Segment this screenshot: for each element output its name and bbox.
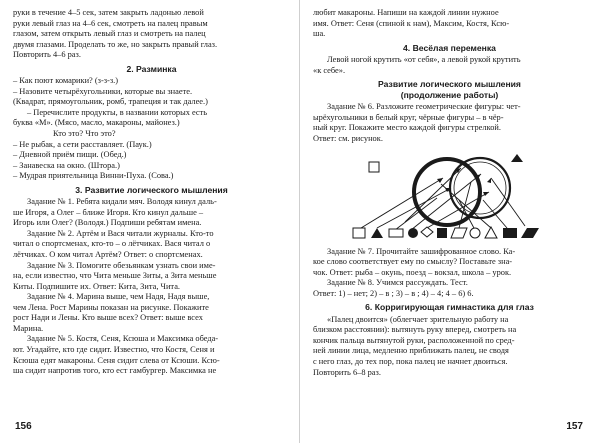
text-line: лётчиках. О ком читал Артём? Ответ: о спортсменах. [13,250,203,260]
text-line: имя. Ответ: Сеня (спиной к нам), Максим, Костя, Ксю- [313,18,510,28]
text-line: – Назовите четырёхугольники, которые вы знаете. [13,86,193,96]
text-line: – Не рыбак, а сети расставляет. (Паук.) [13,139,152,149]
text-line: ырёхугольники в белый круг, чёрные фигуры – в чёр- [313,112,504,122]
black-trapezoid [521,228,539,238]
text-line: Задание № 1. Ребята кидали мяч. Володя кинул даль- [27,197,217,207]
white-parallelogram [451,228,467,238]
text-line: руки в течение 4–5 сек, затем закрыть ладонью левой [13,8,204,17]
text-line: Ксюша едят макароны. Сеня сидит слева от Ксюши. Ксю- [13,355,220,365]
text-line: ша сидит напротив того, кто ест гамбургер. Максимка не [13,366,217,376]
black-triangle [371,228,383,238]
black-square [437,228,447,238]
text-line: Левой ногой крутить «от себя», а левой рукой крутить [327,55,521,65]
shapes-figure [341,148,551,244]
black-rectangle [503,228,517,238]
top-triangle [511,154,523,162]
text-line: близком расстоянии): вытянуть руку вперед, смотреть на [313,325,517,335]
section-subheading: (продолжение работы) [400,89,499,100]
text-line: (Квадрат, прямоугольник, ромб, трапеция и так далее.) [13,97,208,107]
arrow-heads [437,168,491,196]
text-line: Повторить 4–6 раз. [13,50,81,60]
text-line: Повторить 6–8 раз. [313,367,381,377]
text-line: Киты. Подпишите их. Ответ: Кита, Зита, Чита. [13,281,181,291]
text-line: с него глаз, до тех пор, пока палец не начнет двоиться. [313,357,508,367]
text-line: Ответ: см. рисунок. [313,134,383,144]
top-square [369,162,379,172]
text-line: ный круг. Покажите место каждой фигуры стрелкой. [313,123,501,133]
white-rhombus [421,227,433,237]
text-line: чок. Ответ: рыба – окунь, поезд – вокзал, школа – урок. [313,267,512,277]
text-line: Кто это? Что это? [53,129,116,139]
text-line: любит макароны. Напиши на каждой линии нужное [313,8,499,17]
text-line: ют. Угадайте, кто где сидит. Известно, что Костя, Сеня и [13,344,215,354]
text-line: «к себе». [313,65,346,75]
section-heading-logic: 3. Развитие логического мышления [75,184,228,195]
white-rectangle [389,229,403,237]
text-line: – Как поют комарики? (з-з-з.) [13,76,119,86]
text-line: на, если известно, что Чита меньше Зиты, а Зита меньше [13,271,217,281]
text-line: Задание № 6. Разложите геометрические фигуры: чет- [327,102,521,112]
text-line: Задание № 7. Прочитайте зашифрованное слово. Ка- [327,246,516,256]
text-line: кончик пальца вытянутой руки, расположенной по сред- [313,335,515,345]
text-line: ша. [313,29,326,39]
text-line: Игорь или Олег? (Володя.) Подпиши ребятам имена. [13,218,202,228]
section-heading-break: 4. Весёлая переменка [403,42,496,53]
section-heading-eyes: 6. Корригирующая гимнастика для глаз [365,302,534,313]
text-line: Марина. [13,323,44,333]
text-line: – Занавеска на окно. (Штора.) [13,160,120,170]
text-line: двумя глазами. Проделать то же, но закрыть правый глаз. [13,39,218,49]
white-square [353,228,365,238]
text-line: ней линии лица, медленно приближать палец, не сводя [313,346,509,356]
text-line: рост Нади и Лены. Кто выше всех? Ответ: выше всех [13,313,203,323]
text-line: Задание № 2. Артём и Вася читали журналы. Кто-то [27,228,214,238]
text-line: Задание № 5. Костя, Сеня, Ксюша и Максимка обеда- [27,334,219,344]
text-line: глазом, затем открыть левый глаз и смотреть на палец [13,29,206,39]
text-line: Задание № 3. Помогите обезьянкам узнать свои име- [27,260,216,270]
page-number: 156 [15,421,32,433]
text-line: читал о спортсменах, кто-то – о лётчиках. Вася читал о [13,239,211,249]
text-line: – Мудрая приятельница Винни-Пуха. (Сова.) [13,171,174,181]
white-dot [470,228,480,238]
black-dot [408,228,418,238]
text-line: чем Лена. Рост Марины показан на рисунке. Покажите [13,302,209,312]
text-line: Задание № 4. Марина выше, чем Надя, Надя выше, [27,292,210,302]
arrows [361,168,525,230]
page-right [300,0,600,443]
text-line: кое слово соответствует ему по смыслу? Поставьте зна- [313,257,513,267]
white-triangle [485,227,497,238]
section-heading-logic-cont: Развитие логического мышления [378,79,521,90]
section-heading-warmup: 2. Разминка [126,63,177,74]
text-line: буква «М». (Мясо, масло, макароны, майонез.) [13,118,180,128]
text-line: – Дневной приём пищи. (Обед.) [13,150,127,160]
text-line: руки левый глаз на 4–6 сек, смотреть на палец правым [13,18,208,28]
page-number: 157 [566,421,583,433]
text-line: – Перечислите продукты, в названии которых есть [27,107,208,117]
text-line: Ответ: 1) – нет; 2) – в ; 3) – в ; 4) – 4; 4 – 6) 6. [313,288,474,298]
text-line: ше Игоря, а Олег – ближе Игоря. Кто кинул дальше – [13,207,204,217]
text-line: Задание № 8. Учимся рассуждать. Тест. [327,278,468,288]
text-line: «Палец двоится» (облегчает зрительную работу на [327,314,509,324]
